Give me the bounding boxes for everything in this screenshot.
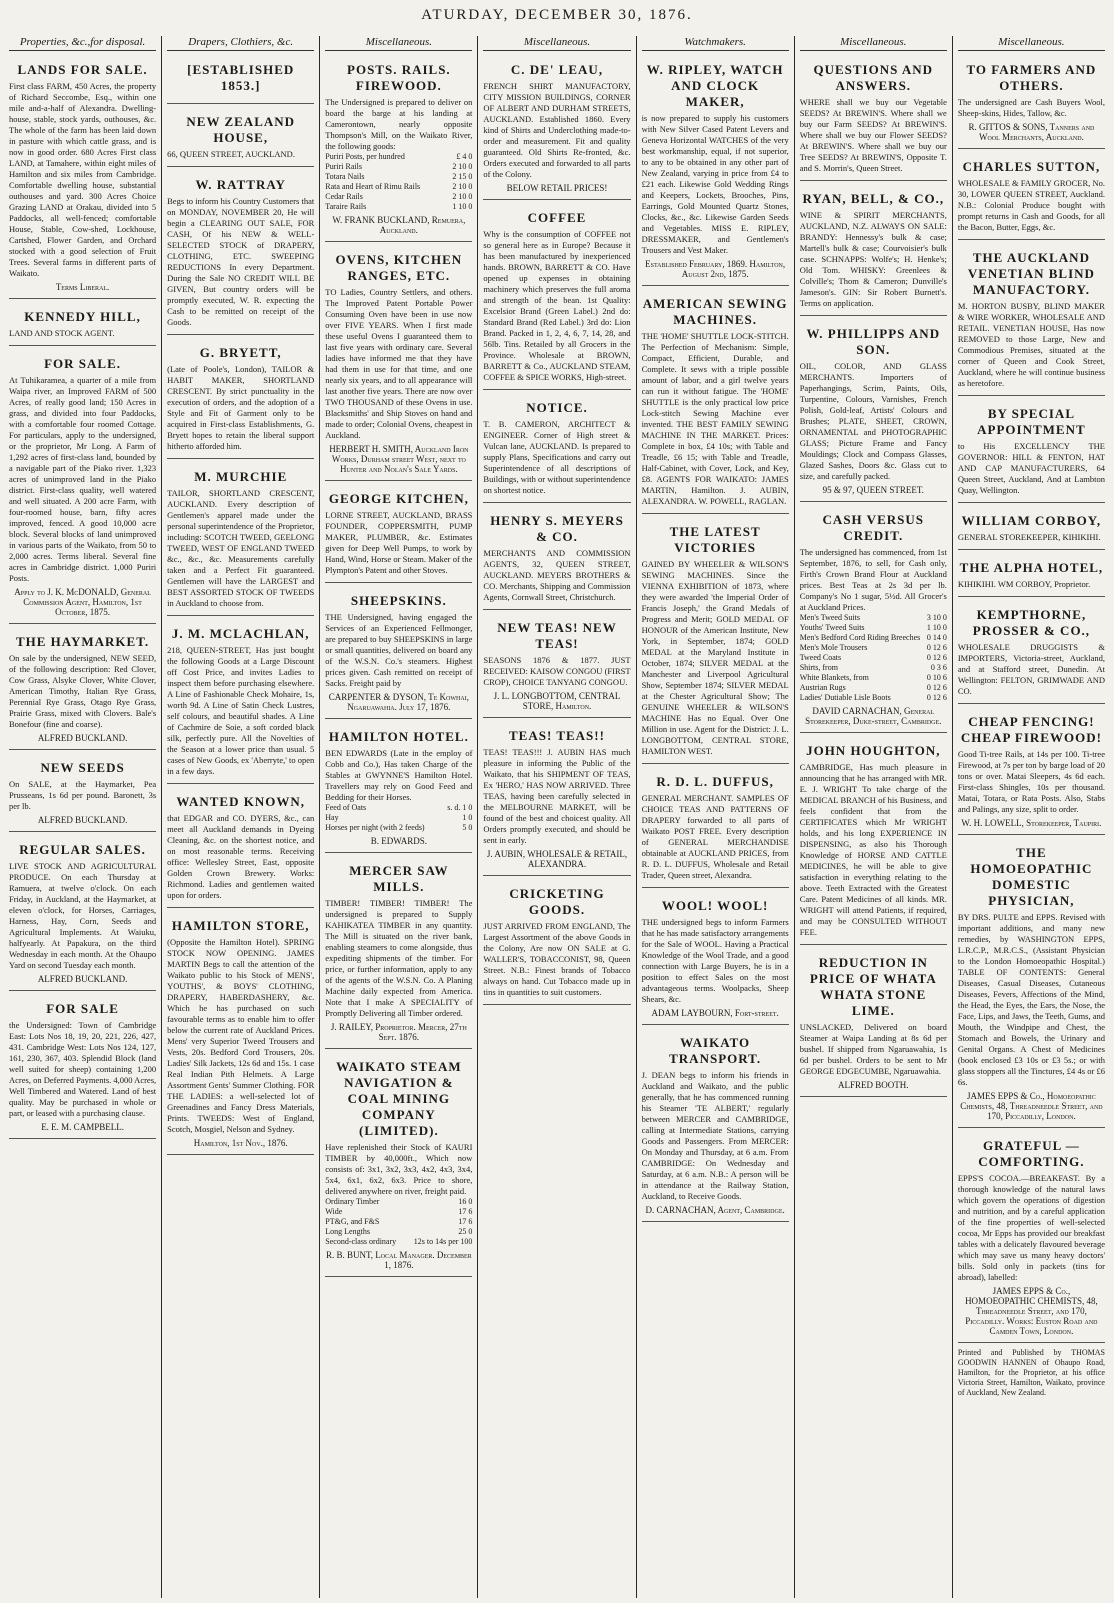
ad-title: WILLIAM CORBOY, (961, 513, 1102, 528)
advertisement (325, 858, 472, 1049)
column-3 (320, 36, 478, 1598)
advertisement (958, 1133, 1105, 1343)
ad-text: JUST ARRIVED FROM ENGLAND, The Largest Assortment of the above Goods in the Colony, Are now ON SALE at G. WALLER'S, TOBACCONIST, 98, Queen Street. N.B.: Finest brands of Tobacco always on hand. Cut Tobacco made up in tins in quantities to suit customers. (483, 921, 631, 997)
price-item: Youths' Tweed Suits (799, 623, 865, 632)
ad-text: BEN EDWARDS (Late in the employ of Cobb and Co.), Has taken Charge of the Stables at GWYNNE'S Hamilton Hotel. Travellers may rely on Good Feed and Bedding for their Horses. (325, 748, 473, 802)
column-heading: Miscellaneous. (958, 36, 1105, 51)
ad-title: KENNEDY HILL, (24, 309, 141, 324)
price-value: 2 10 0 (452, 162, 473, 171)
ad-text: (Late of Poole's, London), TAILOR & HABIT MAKER, SHORTLAND CRESCENT. By strict punctuality in the execution of orders, and the adoption of a Style and Fit of Garment only to be acquired in First-class Establishments, G. Bryett hopes to retain the liberal support hitherto afforded him. (167, 364, 315, 451)
advertisement (958, 555, 1105, 597)
column-heading: Miscellaneous. (325, 36, 472, 51)
advertisement (800, 950, 947, 1097)
ad-signature: J. AUBIN, WHOLESALE & RETAIL, ALEXANDRA. (486, 849, 628, 869)
advertisement (9, 755, 156, 832)
price-value: 3 10 0 (926, 613, 947, 622)
advertisement (483, 57, 630, 200)
ad-title: J. M. MCLACHLAN, (171, 626, 310, 641)
ad-text: M. HORTON BUSBY, BLIND MAKER & WIRE WORKER, WHOLESALE AND RETAIL. VENETIAN HOUSE, Has now REMOVED to those Large, New and Commodious Premises, situated at the corner of Queen and Cook Street, Auckland, where he will continue business as heretofore. (957, 301, 1105, 388)
advertisement (167, 172, 314, 335)
price-item: Taraire Rails (325, 202, 367, 211)
price-row (325, 162, 472, 172)
advertisement (483, 508, 630, 610)
advertisement (483, 205, 630, 390)
price-item: Ordinary Timber (325, 1197, 380, 1206)
ad-title: LANDS FOR SALE. (17, 62, 148, 77)
ad-signature: HERBERT H. SMITH, Auckland Iron Works, Durham street West, next to Hunter and Nolan's Sale Yards. (329, 444, 469, 474)
advertisement (958, 508, 1105, 550)
price-item: Rata and Heart of Rimu Rails (325, 182, 421, 191)
ad-text: THE 'HOME' SHUTTLE LOCK-STITCH. The Perfection of Mechanism: Simple, Compact, Efficient, Durable, and Complete. It sews with a triple possible amount of labor, and a girl twelve years can run it without fatigue. The 'HOME' SHUTTLE is the only practical low price Lock-stitch Sewing Machine ever invented. THE BEST FAMILY SEWING MACHINE IN THE MARKET. Prices: Complete in box, £4 10s; with Table and Treadle, £6 15; with Table and Treadle, Half-Cabinet, with Cover, Lock, and Key, £8. AGENTS FOR WAIKATO: JAMES MARTIN, Hamilton. J. AUBIN, ALEXANDRA. W. POWELL, RAGLAN. (641, 331, 789, 506)
advertisement (958, 602, 1105, 704)
ad-title: HAMILTON HOTEL. (328, 729, 469, 744)
advertisement (800, 507, 947, 733)
ad-title: WOOL! WOOL! (661, 898, 769, 913)
advertisement (483, 723, 630, 876)
columns (4, 36, 1110, 1598)
ad-title: THE LATEST VICTORIES (669, 524, 761, 555)
advertisement (9, 304, 156, 346)
ad-signature: W. FRANK BUCKLAND, Remuera, Auckland. (332, 215, 466, 235)
price-row (800, 653, 947, 663)
column-7 (953, 36, 1110, 1598)
column-heading: Properties, &c.,for disposal. (9, 36, 156, 51)
ad-signature: 95 & 97, QUEEN STREET. (822, 485, 924, 495)
advertisement (958, 57, 1105, 149)
ad-text: 218, QUEEN-STREET, Has just bought the following Goods at a Large Discount off Cost Price, and invites Ladies to inspect them before purchasing elsewhere. A Line of Fashionable Check Mohaire, 1s, worth 9d. A Line of Satin Check Lustres, self colours, and beautiful shades. A Line of Cachmire de Soie, a soft corded black silk, perfectly pure. All the Novelties of the Season at a lower price than usual. 5 cases of New Goods, ex 'Aberryte,' to open in a few days. (167, 645, 315, 776)
advertisement (800, 186, 947, 316)
ad-signature: ADAM LAYBOURN, Fort-street. (651, 1008, 779, 1018)
ad-text: LIVE STOCK AND AGRICULTURAL PRODUCE. On each Thursday at Ramuera, at twelve o'clock. On each Friday, in Auckland, at the Haymarket, at eleven o'clock, for Horses, Carriages, Harness, Hay, Corn, Seeds and Agricultural Implements. At Waiuku, halfyearly. At Papakura, on the third Wednesday in each month. At the Ohaupo Yard on second Tuesday each month. (9, 861, 157, 970)
ad-signature: BELOW RETAIL PRICES! (506, 183, 608, 193)
price-row (800, 663, 947, 673)
price-value: 1 10 0 (926, 623, 947, 632)
masthead: ATURDAY, DECEMBER 30, 1876. (421, 7, 693, 23)
price-row (325, 202, 472, 212)
ad-title: CHEAP FENCING! CHEAP FIREWOOD! (960, 714, 1102, 745)
price-value: 2 15 0 (452, 172, 473, 181)
price-row (800, 673, 947, 683)
ad-text: CAMBRIDGE, Has much pleasure in announcing that he has arranged with MR. E. J. WRIGHT To take charge of the MEDICAL BRANCH of his Business, and feels confident that from the CERTIFICATES which Mr WRIGHT holds, and his long EXPERIENCE IN DISPENSING, as also his Thorough Knowledge of HORSE AND CATTLE MEDICINES, he will be able to give satisfaction in everything relating to the above. Teeth Extracted with the Greatest Care. Patent Medicines of all kinds. MR. WRIGHT will attend Patients, if required, and may be CONSULTED WITHOUT FEE. (799, 762, 947, 937)
ad-title: QUESTIONS AND ANSWERS. (813, 62, 934, 93)
ad-signature: Hamilton, 1st Nov., 1876. (193, 1138, 288, 1148)
ad-text: WINE & SPIRIT MERCHANTS, AUCKLAND, N.Z. ALWAYS ON SALE: BRANDY: Hennessy's bulk & case; Martell's bulk & case; Courvoisier's bulk case. SCHNAPPS: Wolfe's; H. Henke's; Old Tom. WHISKY: Greenlees & Colville's; Thom & Cameron; Dunville's Jameson's. GIN: Sir Robert Burnett's. Terms on application. (799, 210, 947, 308)
ad-text: At Tuhikaramea, a quarter of a mile from Waipa river, an Improved FARM of 500 Acres, of really good land; 150 Acres in grass, and divided into four Paddocks, with a comfortable four roomed Cottage. For particulars, apply to the undersigned, or the proprietor, Mr Long. A Farm of 1,292 acres of first-class land, bounded by a navigable part of the Piako river. 1,323 acres of unimproved land in the Piako district. First-class quality, well watered and well situated. A 200 acre Farm, with four-roomed house, barn, fifty acres improved, fenced. A good 10,000 acre block. Several blocks of land unimproved in various parts of the Waikato, from 50 to 2,000 acres. Terms liberal. Several fine acres in Cambridge district. 1,000 Puriri Posts. (9, 375, 157, 583)
advertisement (325, 57, 472, 242)
ad-text: 66, QUEEN STREET, AUCKLAND. (167, 149, 295, 159)
advertisement (167, 464, 314, 616)
ad-signature: JAMES EPPS & Co., Homoeopathic Chemists, 48, Threadneedle Street, and 170, Piccadilly, London. (960, 1091, 1103, 1121)
price-value: 0 12 6 (926, 643, 947, 652)
ad-signature: J. RAILEY, Proprietor. Mercer, 27th Sept. 1876. (330, 1022, 467, 1042)
ad-title: REDUCTION IN PRICE OF WHATA WHATA STONE LIME. (809, 955, 937, 1018)
ad-text: LAND AND STOCK AGENT. (9, 328, 115, 338)
column-6 (795, 36, 953, 1598)
price-item: Cedar Rails (325, 192, 363, 201)
ad-text: T. B. CAMERON, ARCHITECT & ENGINEER. Corner of High street & Vulcan lane, AUCKLAND. Is prepared to supply Plans, Specifications and carry out Superintendence of all descriptions of Buildings, with or without superintendence on shortest notice. (483, 419, 631, 495)
ad-text: WHOLESALE & FAMILY GROCER, No. 30, LOWER QUEEN STREET, Auckland. N.B.: Colonial Produce bought with prompt returns in Cash and Goods, for all the Bacon, Butter, Eggs, &c. (957, 178, 1105, 232)
price-item: Tweed Coats (799, 653, 842, 662)
price-row (325, 1227, 472, 1237)
ad-signature: R. B. BUNT, Local Manager. December 1, 1876. (325, 1250, 472, 1270)
ad-text: The undersigned are Cash Buyers Wool, Sheep-skins, Hides, Tallow, &c. (957, 97, 1105, 118)
column-4 (478, 36, 636, 1598)
price-row (800, 613, 947, 623)
ad-text: GENERAL MERCHANT. SAMPLES OF CHOICE TEAS AND PATTERNS OF DRAPERY forwarded to all parts of Waikato POST FREE. Every description of GENERAL MERCHANDISE obtainable at AUCKLAND PRICES, from R. D. L. DUFFUS, Wholesale and Retail Trader, Queen street, Alexandra. (641, 793, 789, 880)
price-value: 17 6 (458, 1207, 473, 1216)
ad-title: MERCER SAW MILLS. (349, 863, 449, 894)
advertisement (325, 588, 472, 719)
ad-title: C. DE' LEAU, (510, 62, 604, 77)
ad-title: FOR SALE (46, 1001, 119, 1016)
advertisement (800, 738, 947, 945)
price-item: Second-class ordinary (325, 1237, 397, 1246)
ad-signature: DAVID CARNACHAN, General Storekeeper, Duke-street, Cambridge. (805, 706, 942, 726)
ad-title: HENRY S. MEYERS & CO. (490, 513, 624, 544)
ad-title: THE HAYMARKET. (15, 634, 150, 649)
ad-title: G. BRYETT, (199, 345, 282, 360)
price-value: 0 12 6 (926, 653, 947, 662)
advertisement (9, 996, 156, 1139)
ad-title: CRICKETING GOODS. (509, 886, 605, 917)
ad-text: MERCHANTS AND COMMISSION AGENTS, 32, QUEEN STREET, AUCKLAND. MEYERS BROTHERS & CO. Merchants, Shipping and Commission Agents, Cornwall Street, Christchurch. (483, 548, 631, 602)
ad-title: GEORGE KITCHEN, (328, 491, 469, 506)
advertisement (958, 401, 1105, 503)
ad-title: WAIKATO TRANSPORT. (669, 1035, 762, 1066)
advertisement (642, 57, 789, 286)
ad-title: CHARLES SUTTON, (962, 159, 1101, 174)
ad-text: The Undersigned is prepared to deliver on board the barge at his landing at Camerontown, nearly opposite Thompson's Mill, on the Waikato River, the following goods: (325, 97, 473, 151)
ad-text: BY DRS. PULTE and EPPS. Revised with important additions, and many new remedies, by WASHINGTON EPPS, L.R.C.P., M.R.C.S., (Assistant Physician to the London Homoeopathic Hospital.) TABLE OF CONTENTS: General Diseases, Casual Diseases, Cutaneous Diseases, Fevers, Affections of the Mind, the Head, the Eyes, the Ears, the Nose, the Face, Lips, and Jaws, the Teeth, Gums, and Mouth, the Windpipe and Chest, the Stomach and Bowels, the Urinary and Genital Organs. A Chest of Medicines (book enclosed £3 10s or £3 5s.; or with glass stoppers all the Tinctures, £4 4s or £6 6s. (957, 912, 1105, 1087)
ad-text: FRENCH SHIRT MANUFACTORY, CITY MISSION BUILDINGS, CORNER OF ALBERT AND DURHAM STREETS, AUCKLAND. Established 1860. Every kind of Shirts and Underclothing made-to-order and measurement. Fit and quality guaranteed. Old Shirts Re-fronted, &c. Orders executed and forwarded to all parts of the Colony. (483, 81, 631, 179)
ad-text: UNSLACKED, Delivered on board Steamer at Waipa Landing at 8s 6d per bushel. If shipped from Ngaruawahia, 1s 6d per bushel. Orders to be sent to Mr GEORGE EDGECUMBE, Ngaruawahia. (799, 1022, 947, 1076)
price-item: Men's Tweed Suits (799, 613, 860, 622)
ad-text: the Undersigned: Town of Cambridge East: Lots Nos 18, 19, 20, 221, 226, 427, 431. Cambridge West: Lots Nos 124, 127, 161, 230, 367, 403. Splendid Block (land well suited for sheep) containing 1,200 Acres, on Deferred Payments. 4,000 Acres, Well Timbered and Watered. Land of best quality. May be purchased in whole or part, or leased with a purchasing clause. (9, 1020, 157, 1118)
ad-text: The undersigned has commenced, from 1st September, 1876, to sell, for Cash only, Firth's Crown Brand Flour at Auckland prices. Best Teas at 2s 3d per lb. Company's No 1 sugar, 5½d. All Grocer's at Auckland Prices. (799, 547, 947, 612)
price-value: £ 4 0 (456, 152, 473, 161)
price-item: Wide (325, 1207, 343, 1216)
ad-signature: Established February, 1869. Hamilton, August 2nd, 1875. (645, 259, 786, 279)
ad-title: SHEEPSKINS. (350, 593, 447, 608)
price-row (325, 1197, 472, 1207)
ad-text: WHERE shall we buy our Vegetable SEEDS? At BREWIN'S. Where shall we buy our Farm SEEDS? At BREWIN'S. Where shall we buy our Flower SEEDS? At BREWIN'S. Where shall we buy our Tree SEEDS? At BREWIN'S, Opposite T. and S. Morrin's, Queen Street. (799, 97, 947, 173)
advertisement (642, 519, 789, 764)
ad-text: TEAS! TEAS!!! J. AUBIN HAS much pleasure in informing the Public of the Waikato, that his SHIPMENT OF TEAS, Ex 'HERO,' HAS NOW ARRIVED. Three TEAS, having been carefully selected in the MELBOURNE MARKET, will be found of the best and choicest quality. All Orders promptly executed, and should be sent in early. (483, 747, 631, 845)
column-heading: Drapers, Clothiers, &c. (167, 36, 314, 51)
column-heading: Miscellaneous. (800, 36, 947, 51)
price-value: 0 3 6 (930, 663, 947, 672)
advertisement (167, 109, 314, 167)
ad-title: HAMILTON STORE, (171, 918, 310, 933)
ad-title: WANTED KNOWN, (176, 794, 305, 809)
ad-signature: B. EDWARDS. (370, 836, 427, 846)
ad-title: M. MURCHIE (194, 469, 288, 484)
ad-title: AMERICAN SEWING MACHINES. (642, 296, 788, 327)
ad-text: to His EXCELLENCY THE GOVERNOR: HILL & FENTON, HAT AND CAP MANUFACTURERS, 64 Queen Street, Auckland, And at Lambton Quay, Wellington. (957, 441, 1105, 495)
ad-title: REGULAR SALES. (19, 842, 146, 857)
ad-title: RYAN, BELL, & CO., (802, 191, 945, 206)
advertisement (483, 395, 630, 503)
ad-text: First class FARM, 450 Acres, the property of Richard Seccombe, Esq., within one mile and-a-half of Alexandra. Dwelling-house, stable, stock yards, outhouses, &c. The whole of the farm has been laid down in pasture with which cattle grass, and is now in good order. 680 Acres First class LAND, at Tamahere, within eight miles of Hamilton and six miles from Cambridge. Comfortable dwelling house, substantial outhouses and yard. 300 Acres Choice Grazing LAND at Orakau, divided into 5 Paddocks, all well-fenced; comfortable House, Stable, Cow-shed, Lockhouse, Cartshed, Flower Garden, and Orchard stocked with a good selection of Fruit Trees. Several farms in different parts of Waikato. (9, 81, 157, 278)
ad-title: NOTICE. (526, 400, 588, 415)
advertisement (325, 1054, 472, 1277)
ad-signature: D. CARNACHAN, Agent, Cambridge. (645, 1205, 785, 1215)
price-value: 0 12 6 (926, 683, 947, 692)
ad-title: COFFEE (527, 210, 587, 225)
price-row (325, 803, 472, 813)
advertisement (958, 245, 1105, 396)
ad-signature: ALFRED BUCKLAND. (37, 815, 128, 825)
ad-signature: ALFRED BUCKLAND. (37, 974, 128, 984)
advertisement (9, 351, 156, 624)
price-item: Ladies' Dutiable Lisle Boots (799, 693, 891, 702)
price-value: 5 0 (462, 823, 473, 832)
price-value: 0 10 6 (926, 673, 947, 682)
advertisement (800, 321, 947, 502)
price-row (800, 643, 947, 653)
advertisement (958, 709, 1105, 835)
price-row (325, 192, 472, 202)
ad-signature: R. GITTOS & SONS, Tanners and Wool Merchants, Auckland. (968, 122, 1095, 142)
advertisement (9, 629, 156, 750)
price-item: PT&G, and F&S (325, 1217, 380, 1226)
advertisement (958, 154, 1105, 240)
price-value: 25 0 (458, 1227, 473, 1236)
ad-title: FOR SALE. (44, 356, 122, 371)
advertisement (642, 1030, 789, 1222)
price-item: Shirts, from (799, 663, 838, 672)
price-row (325, 813, 472, 823)
ad-signature: ALFRED BUCKLAND. (37, 733, 128, 743)
price-value: 2 10 0 (452, 192, 473, 201)
ad-text: KIHIKIHI. WM CORBOY, Proprietor. (957, 579, 1091, 589)
ad-text: GAINED BY WHEELER & WILSON'S SEWING MACHINES. Since the VIENNA EXHIBITION of 1873, where they were awarded 'the Imperial Order of Francis Joseph,' the Grand Medals of Progress and Merit; GOLD MEDAL OF HONOUR of the American Institute, New York, in September, 1874; GOLD MEDAL at the Maryland Institute in October, 1874; SILVER MEDAL at the Manchester and Liverpool Agricultural Show, September 1874; SILVER MEDAL at the Chester Agricultural Show; The GENUINE WHEELER & WILSON'S MACHINE Has no Equal. Over One Million in use. Agent for the District: J. L. LONGBOTTOM, CENTRAL STORE, HAMILTON WEST. (641, 559, 789, 756)
price-value: 0 14 0 (926, 633, 947, 642)
ad-title: THE AUCKLAND VENETIAN BLIND MANUFACTORY. (967, 250, 1095, 297)
advertisement (167, 913, 314, 1155)
price-value: 17 6 (458, 1217, 473, 1226)
ad-text: TIMBER! TIMBER! TIMBER! The undersigned is prepared to Supply KAHIKATEA TIMBER in any quantity. The Mill is situated on the river bank, enabling steamers to come alongside, thus expediting shipments of the timber. For price, or further information, apply to any of the agents of the W.S.N. Co. A Planing Machine daily expected from America. Note that I make A SPECIALITY of Promptly Delivering all Timber ordered. (325, 898, 473, 1018)
ad-text: THE Undersigned, having engaged the Services of an Experienced Fellmonger, are prepared to buy SHEEPSKINS in large or small quantities, delivered on board any of the W.S.N. Co.'s steamers. Highest prices given. Cash remitted on receipt of Sacks. Freight paid by (325, 612, 473, 688)
advertisement (642, 893, 789, 1025)
ad-text: Good Ti-tree Rails, at 14s per 100. Ti-tree Firewood, at 7s per ton by barge load of 20 tons or over. Matai Sleepers, 4s 6d each. First-class Shingles, 10s per thousand. Matai, Totara, or Rata Posts. Also, Stabs and Palings, any size, split to order. (957, 749, 1105, 814)
ad-title: W. RATTRAY (195, 177, 286, 192)
price-item: Men's Bedford Cord Riding Breeches (799, 633, 921, 642)
price-item: Austrian Rugs (799, 683, 846, 692)
price-item: Men's Mole Trousers (799, 643, 868, 652)
price-value: s. d. 1 0 (447, 803, 473, 812)
ad-title: OVENS, KITCHEN RANGES, ETC. (335, 252, 463, 283)
column-2 (162, 36, 320, 1598)
price-item: White Blankets, from (799, 673, 869, 682)
ad-text: LORNE STREET, AUCKLAND, BRASS FOUNDER, COPPERSMITH, PUMP MAKER, PLUMBER, &c. Estimates given for Deep Well Pumps, to work by Hand, Wind, Horse or Steam. Maker of the Plympton's Patent and other Stoves. (325, 510, 473, 575)
ad-title: BY SPECIAL APPOINTMENT (977, 406, 1086, 437)
price-row (325, 823, 472, 833)
price-row (800, 633, 947, 643)
ad-title: KEMPTHORNE, PROSSER & CO., (972, 607, 1091, 638)
price-row (325, 1207, 472, 1217)
advertisement (958, 840, 1105, 1128)
price-item: Horses per night (with 2 feeds) (325, 823, 425, 832)
ad-title: TO FARMERS AND OTHERS. (966, 62, 1097, 93)
ad-title: TEAS! TEAS!! (509, 728, 605, 743)
ad-signature: ALFRED BOOTH. (838, 1080, 909, 1090)
ad-text: J. DEAN begs to inform his friends in Auckland and Waikato, and the public generally, that he has commenced running his Steamer 'TE ALBERT,' regularly between MERCER and CAMBRIDGE, calling at Intermediate Stations, carrying Goods and Passengers. From MERCER: On Monday and Thursday, at 6 a.m. From CAMBRIDGE: On Wednesday and Saturday, at 6 a.m. N.B.: A person will be in attendance at the Railway Station, Auckland, to Receive Goods. (641, 1070, 789, 1201)
column-5 (637, 36, 795, 1598)
ad-signature: E. E. M. CAMPBELL. (41, 1122, 124, 1132)
ad-text: OIL, COLOR, AND GLASS MERCHANTS. Importers of Paperhangings, Scrim, Paints, Oils, Turpentine, Colours, Varnishes, French Polish, Gold-leaf, Artists' Colours and Brushes; PLATE, SHEET, CROWN, ORNAMENTAL and PHOTOGRAPHIC GLASS; Picture Frame and Fancy Mouldings; Clock and Compass Glasses, Glazed Sashes, Doors &c. Glass cut to size, and carefully packed. (799, 361, 947, 481)
ad-text: On sale by the undersigned, NEW SEED, of the following description: Red Clover, Cow Grass, Alsyke Clover, White Clover, American Timothy, Italian Rye Grass, Perennial Rye Grass, Otago Rye Grass, Prairie Grass, mixed with Clovers. Bale's Bonefour (fine and coarse). (9, 653, 157, 729)
price-row (800, 623, 947, 633)
ad-text: GENERAL STOREKEEPER, KIHIKIHI. (957, 532, 1101, 542)
ad-signature: CARPENTER & DYSON, Te Kowhai, Ngaruawahia. July 17, 1876. (328, 692, 469, 712)
price-item: Totara Nails (325, 172, 365, 181)
ad-text: Why is the consumption of COFFEE not so general here as in Europe? Because it has been manufactured by inexperienced hands. BROWN, BARRETT & CO. Have opened up expenses in obtaining machinery which preserves the full aroma and strength of the bean. 1st Quality: Excelsior Brand (Green Label.) 2nd do: Standard Brand (Red Label.) 3rd do: Lion Brand. Packed in 1, 2, 4, 6, 7, 14, 28, and 56lb. Tins. Retailed by all Grocers in the Province. Wholesale at BROWN, BARRETT & Co., AUCKLAND STEAM, COFFEE & SPICE WORKS, High-street. (483, 229, 631, 382)
price-row (325, 152, 472, 162)
ad-text: is now prepared to supply his customers with New Silver Cased Patent Levers and Geneva Horizontal WATCHES of the very best workmanship, equal, if not superior, to any to be obtained in any other part of New Zealand, varying in price from £4 to £21 each. Likewise Gold Wedding Rings and Keepers, Lockets, Brooches, Pins, Earrings, Gold Mounted Quartz Stones, Clocks, &c., &c. Likewise Garden Seeds and Vegetables. MISS E. RIPLEY, DRESSMAKER, and Gentlemen's Trousers and Vest Maker. (641, 113, 789, 255)
ad-title: NEW TEAS! NEW TEAS! (497, 620, 617, 651)
advertisement (483, 615, 630, 718)
ad-title: NEW ZEALAND HOUSE, (186, 114, 296, 145)
price-value: 12s to 14s per 100 (413, 1237, 473, 1246)
ad-title: THE ALPHA HOTEL, (959, 560, 1104, 575)
ad-signature: Apply to J. K. McDONALD, General Commission Agent, Hamilton, 1st October, 1875. (14, 587, 151, 617)
price-row (800, 683, 947, 693)
price-item: Feed of Oats (325, 803, 367, 812)
advertisement (167, 789, 314, 908)
advertisement (325, 724, 472, 853)
ad-signature: Terms Liberal. (55, 282, 110, 292)
advertisement (642, 291, 789, 514)
advertisement (642, 769, 789, 888)
advertisement (167, 57, 314, 104)
ad-title: POSTS. RAILS. FIREWOOD. (347, 62, 451, 93)
ad-text: On SALE, at the Haymarket, Pea Prusseans, 1s 6d per pound. Baronett, 3s per lb. (9, 779, 157, 811)
ad-title: NEW SEEDS (40, 760, 125, 775)
price-item: Puriri Rails (325, 162, 362, 171)
ad-title: R. D. L. DUFFUS, (656, 774, 774, 789)
price-row (800, 693, 947, 703)
column-heading: Watchmakers. (642, 36, 789, 51)
column-heading: Miscellaneous. (483, 36, 630, 51)
ad-text: TAILOR, SHORTLAND CRESCENT, AUCKLAND. Every description of Gentlemen's apparel made under the personal superintendence of the Proprietor, including: SCOTCH TWEED, GEELONG TWEED, WEST OF ENGLAND TWEED &c., &c., &c. Measurements carefully taken and a Perfect Fit guaranteed. Gentlemen will have the LARGEST and BEST ASSORTED STOCK OF TWEEDS in Auckland to choose from. (167, 488, 315, 608)
ad-title: CASH VERSUS CREDIT. (822, 512, 924, 543)
advertisement (800, 57, 947, 181)
ad-text: TO Ladies, Country Settlers, and others. The Improved Patent Portable Power Consuming Oven have been in use now over FIVE YEARS. When I first made these useful Ovens I guaranteed them to last five years with ordinary care. Several ladies have informed me that they have had them in use for that time, and one nearly six years, and to all appearance will last another five years. There are now over TWO THOUSAND of these Ovens in use. Blacksmiths' and Ship Stoves on hand and made to order; Colonial Ovens, cheapest in Auckland. (325, 287, 473, 440)
price-value: 0 12 6 (926, 693, 947, 702)
ad-signature: JAMES EPPS & Co., HOMOEOPATHIC CHEMISTS, 48, Threadneedle Street, and 170, Piccadilly. Works: Euston Road and Camden Town, London. (965, 1286, 1098, 1336)
advertisement (9, 837, 156, 991)
price-row (325, 1237, 472, 1247)
ad-signature: J. L. LONGBOTTOM, CENTRAL STORE, Hamilton. (493, 691, 621, 711)
advertisement (325, 486, 472, 583)
price-item: Puriri Posts, per hundred (325, 152, 405, 161)
ad-text: (Opposite the Hamilton Hotel). SPRING STOCK NOW OPENING. JAMES MARTIN Begs to call the attention of the Waikato public to his Stock of MENS', YOUTHS', & BOYS' CLOTHING, DRAPERY, HABERDASHERY, &c. Which he has purchased on such favourable terms as to enable him to offer below the current rate of Auckland Prices. Mens' very Superior Tweed Trousers and Vests, 20s. Bedford Cord Trousers, 20s. Ladies' Silk Jackets, 12s 6d and 15s. 1 case Real Indian Pith Helmets. A Large Assortment Gents' Summer Clothing. FOR THE LADIES: a well-selected lot of Greenadines and Fancy Dress Materials, Prints. TWEEDS: West of England, Scotch, Mosgiel, Nelson and Sydney. (167, 937, 315, 1134)
ad-text: Have replenished their Stock of KAURI TIMBER by 40,000ft., Which now consists of: 3x1, 3x2, 3x3, 4x2, 4x3, 3x4, 5x4, 6x1, 6x2, 6x3. Price to shore, delivered anywhere on river, freight paid. (325, 1142, 473, 1196)
ad-title: W. PHILLIPPS AND SON. (806, 326, 941, 357)
ad-title: JOHN HOUGHTON, (806, 743, 941, 758)
ad-text: WHOLESALE DRUGGISTS & IMPORTERS, Victoria-street, Auckland, and at Stafford street, Dunedin. At Wellington: FELTON, GRIMWADE AND CO. (957, 642, 1105, 696)
ad-signature: W. H. LOWELL, Storekeeper, Taupiri. (961, 818, 1102, 828)
price-value: 1 0 (462, 813, 473, 822)
ad-title: GRATEFUL — COMFORTING. (978, 1138, 1085, 1169)
advertisement (167, 340, 314, 459)
advertisement (483, 881, 630, 1005)
advertisement (325, 247, 472, 481)
price-row (325, 1217, 472, 1227)
imprint: Printed and Published by THOMAS GOODWIN HANNEN of Ohaupo Road, Hamilton, for the Proprietor, at his office Victoria Street, Hamilton, Waikato, province of Auckland, New Zealand. (957, 1348, 1105, 1397)
price-row (325, 182, 472, 192)
ad-title: WAIKATO STEAM NAVIGATION & COAL MINING COMPANY (LIMITED). (336, 1059, 462, 1138)
advertisement (9, 57, 156, 299)
column-1 (4, 36, 162, 1598)
price-item: Hay (325, 813, 339, 822)
ad-text: EPPS'S COCOA.—BREAKFAST. By a thorough knowledge of the natural laws which govern the operations of digestion and nutrition, and by a careful application of the fine properties of well-selected cocoa, Mr Epps has provided our breakfast tables with a delicately flavoured beverage which may save us many heavy doctors' bills. Sold only in packets (tins for abroad), labelled: (957, 1173, 1105, 1282)
price-value: 16 0 (458, 1197, 473, 1206)
price-value: 1 10 0 (452, 202, 473, 211)
ad-text: THE undersigned begs to inform Farmers that he has made satisfactory arrangements for the Sale of WOOL. Having a Practical Knowledge of the Wool Trade, and a good connection with Large Buyers, he is in a position to effect Sales on the most advantageous terms. Woolpacks, Sheep Shears, &c. (641, 917, 789, 1004)
price-row (325, 172, 472, 182)
price-value: 2 10 0 (452, 182, 473, 191)
price-item: Long Lengths (325, 1227, 370, 1236)
ad-text: that EDGAR and CO. DYERS, &c., can meet all Auckland demands in Dyeing Cleaning, &c. on the shortest notice, and on most reasonable terms. Receiving office: Wellesley Street, East, opposite Golden Crown Brewery. Works: Richmond. Ladies and gentlemen waited upon for orders. (167, 813, 315, 900)
ad-title: W. RIPLEY, WATCH AND CLOCK MAKER, (646, 62, 784, 109)
ad-text: SEASONS 1876 & 1877. JUST RECEIVED: KAISOW CONGOU (FIRST CROP), CHOICE TANYANG CONGOU. (483, 655, 631, 687)
ad-text: Begs to inform his Country Customers that on MONDAY, NOVEMBER 20, He will begin a CLEARING OUT SALE, FOR CASH, Of his NEW & WELL-SELECTED STOCK of DRAPERY, CLOTHING, ETC. SWEEPING REDUCTIONS In every Department. During the Sale NO CREDIT WILL BE GIVEN, But country orders will be promptly executed, W. R. expecting the Cash to be remitted on receipt of the Goods. (167, 196, 315, 327)
advertisement (167, 621, 314, 784)
ad-title: [ESTABLISHED 1853.] (187, 62, 295, 93)
ad-title: THE HOMOEOPATHIC DOMESTIC PHYSICIAN, (970, 845, 1093, 908)
